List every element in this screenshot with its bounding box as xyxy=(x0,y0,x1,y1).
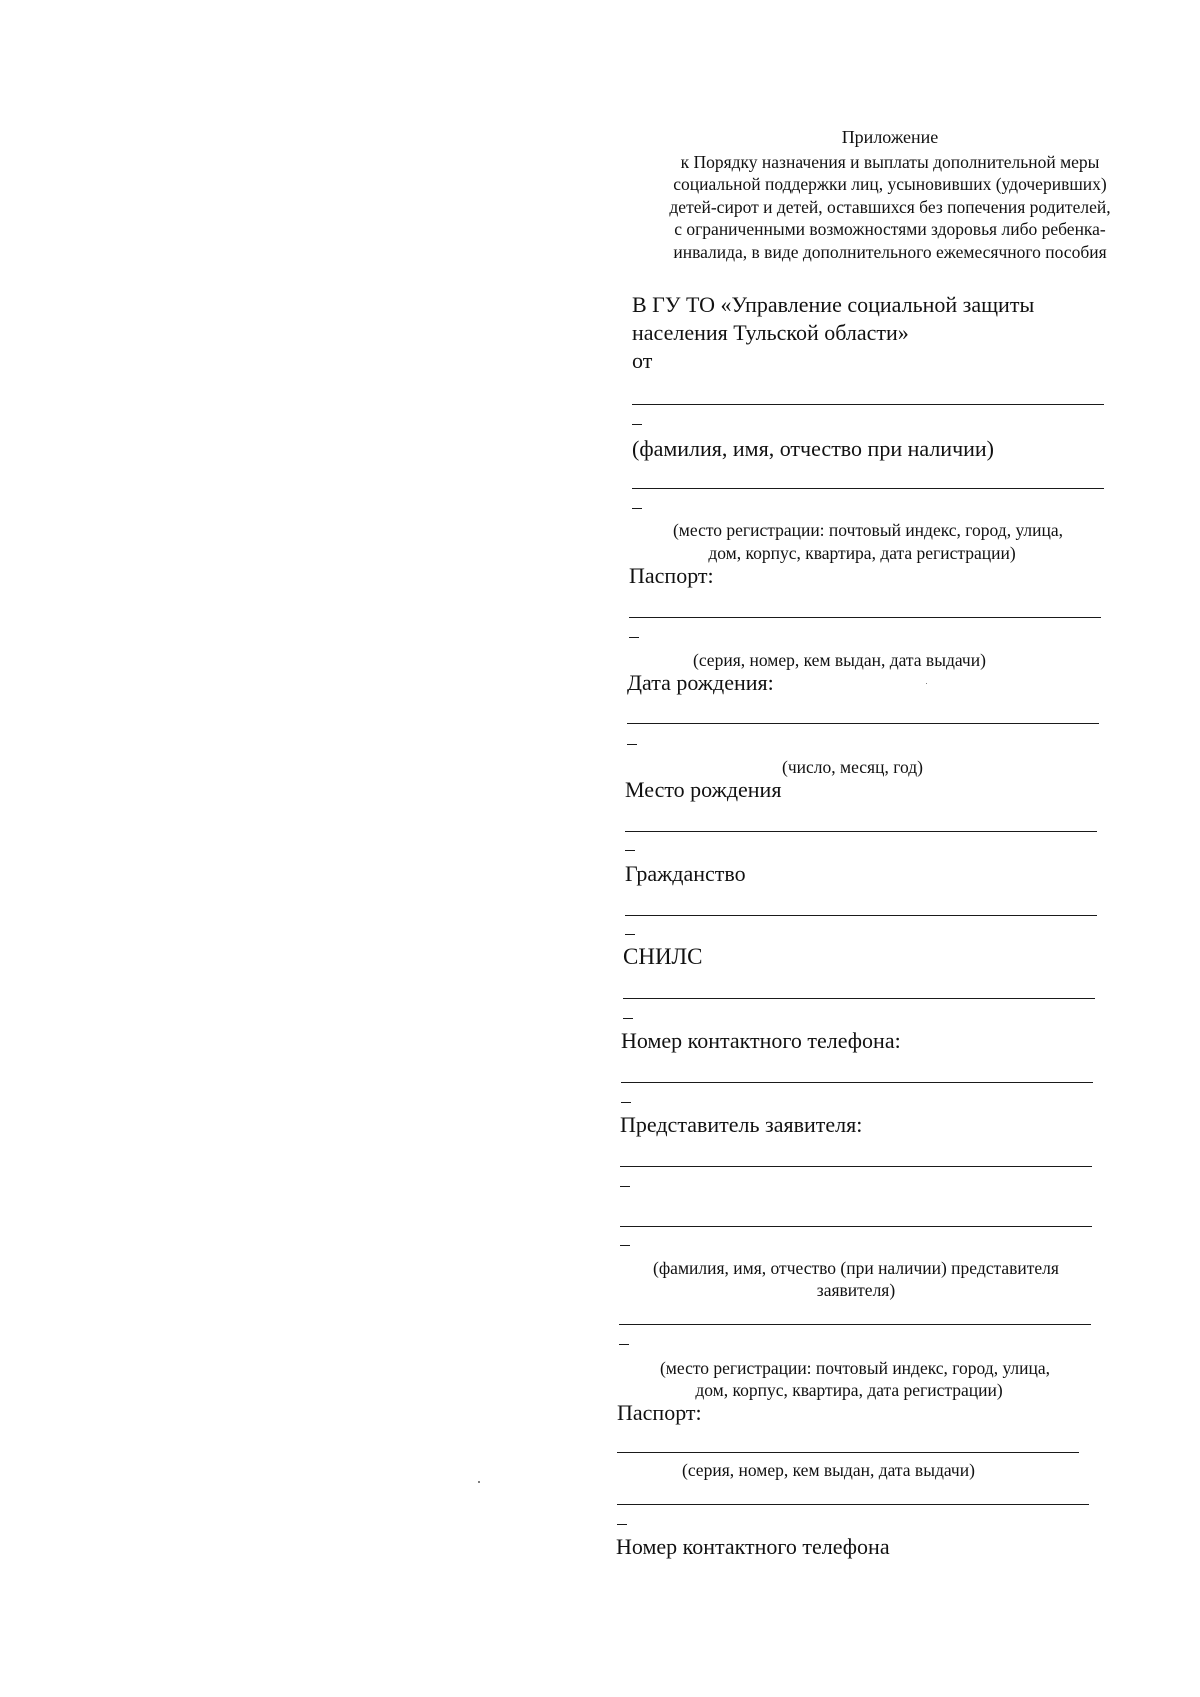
representative-registration-hint-1: (место регистрации: почтовый индекс, город, улица, xyxy=(659,1358,1051,1378)
applicant-citizenship-label: Гражданство xyxy=(625,861,746,886)
appendix-header xyxy=(620,126,1160,263)
applicant-snils-label: СНИЛС xyxy=(623,944,703,969)
representative-name-field[interactable] xyxy=(620,1226,1092,1227)
field-end-tick xyxy=(625,934,635,935)
appendix-title: Приложение xyxy=(841,127,939,147)
field-end-tick xyxy=(632,508,642,509)
representative-passport-field-2[interactable] xyxy=(617,1504,1089,1505)
field-end-tick xyxy=(620,1186,630,1187)
field-end-tick xyxy=(625,850,635,851)
field-end-tick xyxy=(627,744,637,745)
applicant-birth-date-field[interactable] xyxy=(627,723,1099,724)
representative-passport-field[interactable] xyxy=(617,1452,1079,1453)
appendix-line: детей-сирот и детей, оставшихся без попечения родителей, xyxy=(669,196,1111,217)
representative-label: Представитель заявителя: xyxy=(620,1112,863,1137)
representative-registration-hint-2: дом, корпус, квартира, дата регистрации) xyxy=(695,1380,1003,1400)
field-end-tick xyxy=(623,1018,633,1019)
applicant-name-hint: (фамилия, имя, отчество при наличии) xyxy=(632,436,995,461)
scan-speck xyxy=(478,1481,480,1483)
representative-passport-label: Паспорт: xyxy=(617,1400,702,1425)
representative-passport-hint: (серия, номер, кем выдан, дата выдачи) xyxy=(682,1460,975,1480)
applicant-passport-hint: (серия, номер, кем выдан, дата выдачи) xyxy=(693,650,986,670)
applicant-registration-hint-2: дом, корпус, квартира, дата регистрации) xyxy=(708,543,1016,563)
scan-speck xyxy=(926,683,927,684)
field-end-tick xyxy=(620,1245,630,1246)
appendix-line: к Порядку назначения и выплаты дополнительной меры xyxy=(680,151,1100,172)
field-end-tick xyxy=(632,424,642,425)
representative-name-hint-2: заявителя) xyxy=(816,1280,896,1300)
applicant-passport-label: Паспорт: xyxy=(629,563,714,588)
applicant-birth-place-field[interactable] xyxy=(625,831,1097,832)
representative-field-1[interactable] xyxy=(620,1166,1092,1167)
addressee-line-2: населения Тульской области» xyxy=(632,320,909,345)
field-end-tick xyxy=(617,1524,627,1525)
addressee-line-1: В ГУ ТО «Управление социальной защиты xyxy=(632,292,1035,317)
applicant-birth-date-hint: (число, месяц, год) xyxy=(782,757,923,777)
applicant-phone-field[interactable] xyxy=(621,1082,1093,1083)
addressee-from: от xyxy=(632,348,653,373)
appendix-line: инвалида, в виде дополнительного ежемесячного пособия xyxy=(673,241,1107,262)
representative-registration-field[interactable] xyxy=(619,1324,1091,1325)
applicant-name-field[interactable] xyxy=(632,404,1104,405)
field-end-tick xyxy=(629,637,639,638)
appendix-line: социальной поддержки лиц, усыновивших (удочеривших) xyxy=(673,174,1107,194)
applicant-registration-field[interactable] xyxy=(632,488,1104,489)
applicant-registration-hint-1: (место регистрации: почтовый индекс, город, улица, xyxy=(672,520,1064,540)
applicant-birth-place-label: Место рождения xyxy=(625,777,782,802)
applicant-passport-field[interactable] xyxy=(629,617,1101,618)
applicant-phone-label: Номер контактного телефона: xyxy=(621,1028,901,1053)
appendix-line: с ограниченными возможностями здоровья либо ребенка- xyxy=(674,219,1106,239)
representative-phone-label: Номер контактного телефона xyxy=(616,1534,890,1559)
field-end-tick xyxy=(619,1344,629,1345)
applicant-birth-date-label: Дата рождения: xyxy=(627,670,774,695)
field-end-tick xyxy=(621,1102,631,1103)
applicant-citizenship-field[interactable] xyxy=(625,915,1097,916)
representative-name-hint-1: (фамилия, имя, отчество (при наличии) представителя xyxy=(653,1258,1059,1278)
applicant-snils-field[interactable] xyxy=(623,998,1095,999)
